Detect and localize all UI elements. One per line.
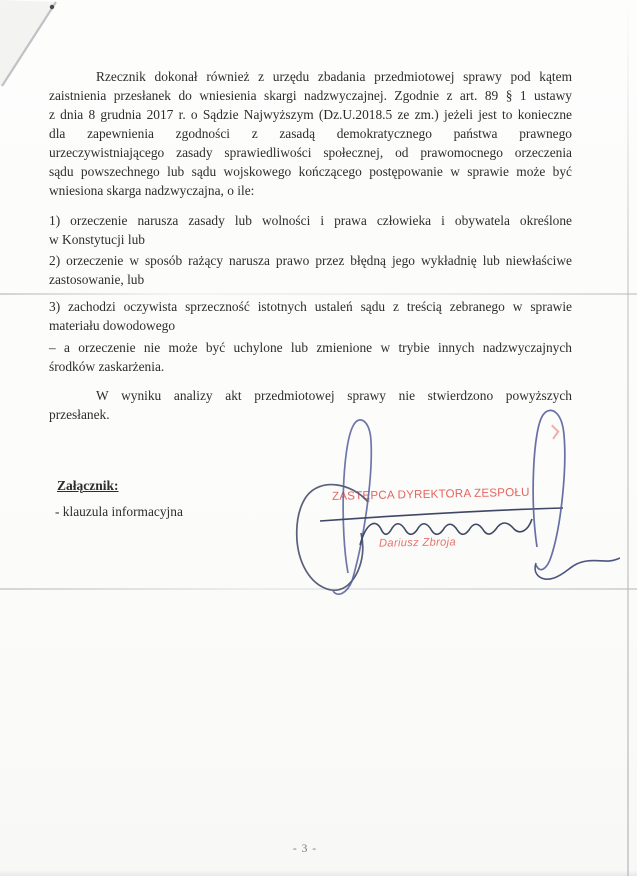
- stamp-role-title: ZASTĘPCA DYREKTORA ZESPOŁU: [331, 485, 530, 503]
- attachment-heading: Załącznik:: [57, 478, 119, 493]
- right-edge-scan-shadow: [627, 0, 629, 876]
- list-item-1: 1) orzeczenie narusza zasady lub wolności i prawa człowieka i obywatela określone w Konstytucji lub: [49, 213, 572, 247]
- paragraph-intro: Rzecznik dokonał również z urzędu zbadania przedmiotowej sprawy pod kątem zaistnienia przesłanek do wniesienia skargi nadzwyczajnej. Zgodnie z art. 89 § 1 ustawy z dnia 8 grudnia 2017 r. o Sądzie Najwyższym (Dz.U.2018.5 ze zm.) jeżeli jest to konieczne dla zapewnienia zgodności z zasadą demokratycznego państwa prawnego urzeczywistniającego zasady sprawiedliwości społecznej, od prawomocnego orzeczenia sądu powszechnego lub sądu wojskowego kończącego postępowanie w sprawie może być wniesiona skarga nadzwyczajna, o ile:: [49, 69, 572, 198]
- attachment-item: - klauzula informacyjna: [55, 504, 183, 519]
- bottom-edge-scan-shadow: [0, 870, 637, 876]
- list-item-3: 3) zachodzi oczywista sprzeczność istotnych ustaleń sądu z treścią zebranego w sprawie materiału dowodowego: [49, 299, 572, 333]
- page-number: - 3 -: [292, 843, 318, 855]
- list-item-2: 2) orzeczenie w sposób rażący narusza prawo przez błędną jego wykładnię lub niewłaściwe zastosowanie, lub: [49, 253, 572, 287]
- dash-clause: – a orzeczenie nie może być uchylone lub zmienione w trybie innych nadzwyczajnych środków zaskarżenia.: [49, 340, 572, 374]
- stamp-signer-name: Dariusz Zbroja: [378, 536, 457, 550]
- horizontal-scan-crease-upper: [0, 293, 637, 295]
- handwritten-signature: [290, 405, 620, 600]
- paragraph-conclusion: W wyniku analizy akt przedmiotowej sprawy nie stwierdzono powyższych przesłanek.: [49, 388, 572, 422]
